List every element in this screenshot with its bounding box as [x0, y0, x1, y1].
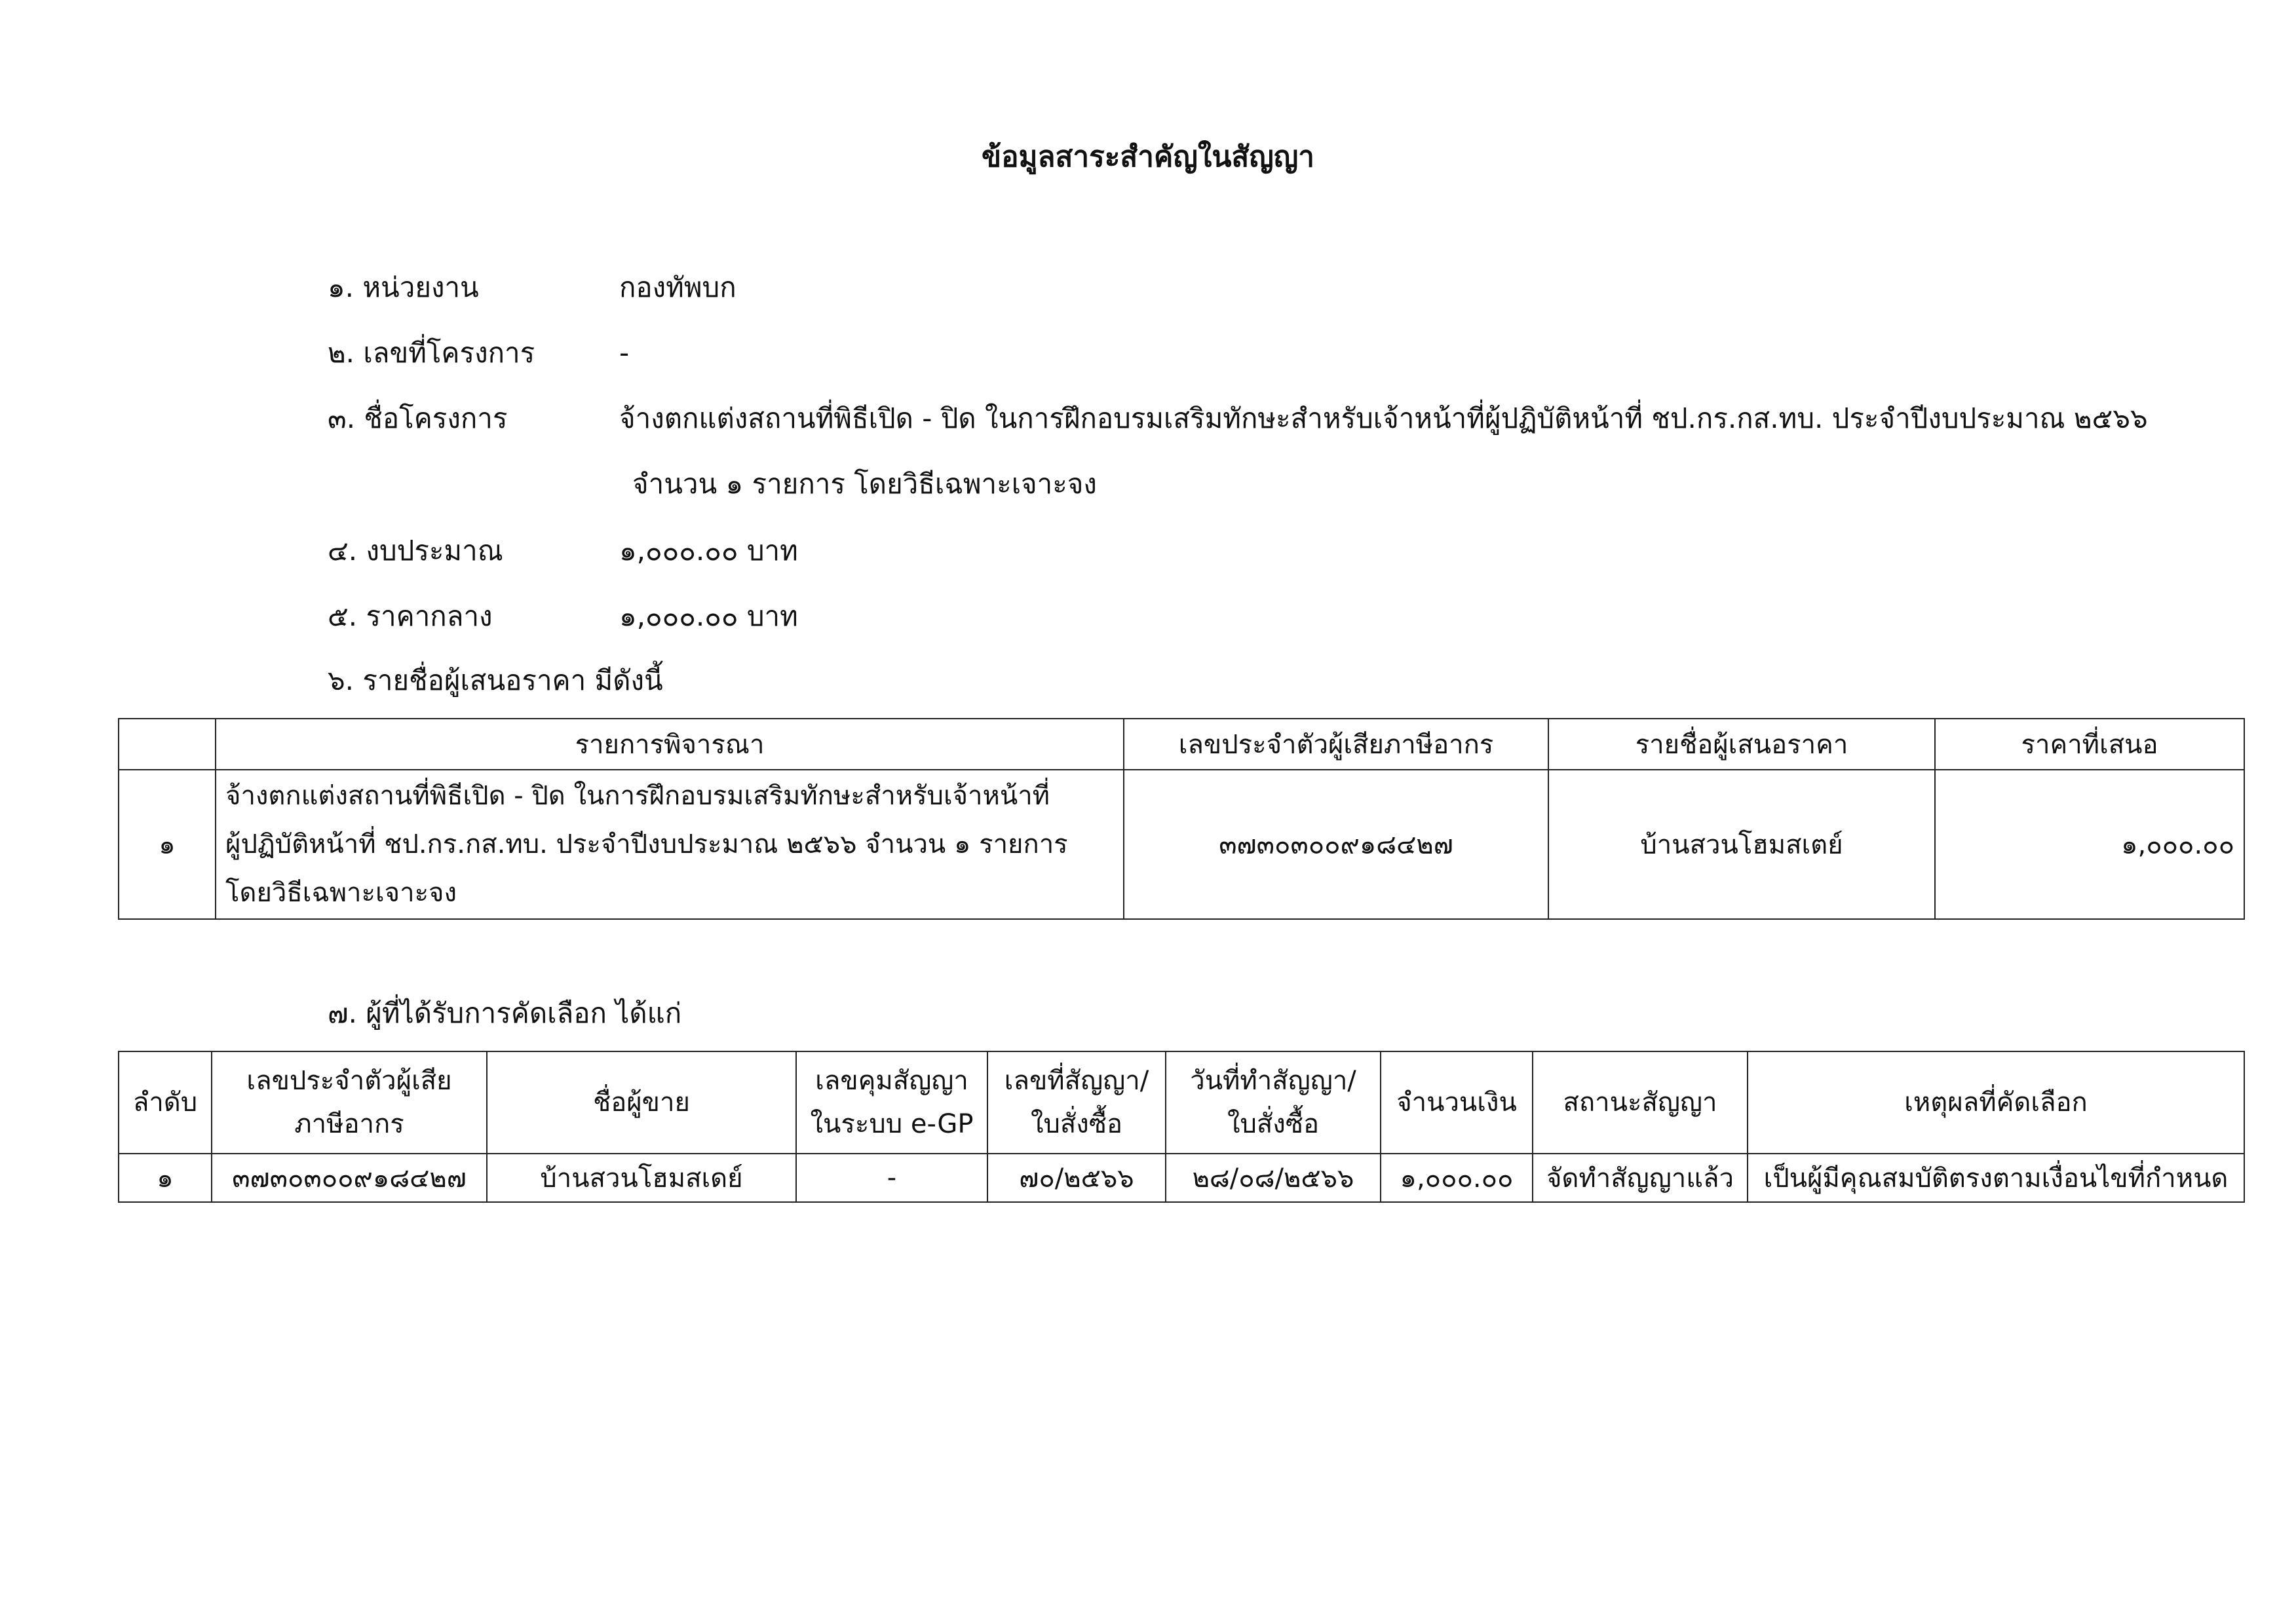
budget-label: ๔. งบประมาณ: [328, 535, 503, 567]
winner-reason: เป็นผู้มีคุณสมบัติตรงตามเงื่อนไขที่กำหนด: [1748, 1154, 2244, 1202]
offer-no: ๑: [119, 770, 216, 919]
page-title: ข้อมูลสาระสำคัญในสัญญา: [982, 140, 1314, 174]
project-no-label: ๒. เลขที่โครงการ: [328, 337, 535, 369]
info-row-budget: [328, 528, 798, 574]
project-name-label: ๓. ชื่อโครงการ: [328, 402, 508, 434]
offers-header-price: ราคาที่เสนอ: [1935, 719, 2244, 770]
winner-header-reason: เหตุผลที่คัดเลือก: [1748, 1051, 2244, 1154]
offers-table: [118, 718, 2245, 920]
info-row-project-name: [328, 396, 2148, 442]
winner-header-seller: ชื่อผู้ขาย: [487, 1051, 796, 1154]
winner-header-tax-id: [212, 1051, 487, 1154]
winner-header-contract-date-line2: ใบสั่งซื้อ: [1227, 1109, 1320, 1139]
winner-tax-id: ๓๗๓๐๓๐๐๙๑๘๔๒๗: [212, 1154, 487, 1202]
winner-header-control-no: [796, 1051, 987, 1154]
project-name-value-cont: จำนวน ๑ รายการ โดยวิธีเฉพาะเจาะจง: [632, 468, 1097, 500]
winner-header-tax-id-line2: ภาษีอากร: [294, 1109, 404, 1139]
winner-header-row: [119, 1051, 2244, 1154]
offer-item-line: ผู้ปฏิบัติหน้าที่ ชป.กร.กส.ทบ. ประจำปีงบประมาณ ๒๕๖๖ จำนวน ๑ รายการ: [225, 829, 1068, 859]
offer-item: [216, 770, 1124, 919]
winner-header-no: ลำดับ: [119, 1051, 212, 1154]
table-row: [119, 1154, 2244, 1202]
winner-table: [118, 1051, 2245, 1203]
selected-heading: ๗. ผู้ที่ได้รับการคัดเลือก ได้แก่: [328, 997, 682, 1029]
offers-header-row: [119, 719, 2244, 770]
winner-contract-no: ๗๐/๒๕๖๖: [987, 1154, 1166, 1202]
winner-seller: บ้านสวนโฮมสเดย์: [487, 1154, 796, 1202]
median-price-value: ๑,๐๐๐.๐๐ บาท: [619, 600, 798, 632]
winner-contract-date: ๒๘/๐๘/๒๕๖๖: [1166, 1154, 1381, 1202]
agency-label: ๑. หน่วยงาน: [328, 271, 479, 303]
winner-status: จัดทำสัญญาแล้ว: [1533, 1154, 1748, 1202]
offer-item-line: โดยวิธีเฉพาะเจาะจง: [225, 878, 457, 908]
budget-value: ๑,๐๐๐.๐๐ บาท: [619, 535, 798, 567]
offers-header-tax-id: เลขประจำตัวผู้เสียภาษีอากร: [1124, 719, 1548, 770]
agency-value: กองทัพบก: [619, 271, 737, 303]
winner-header-status: สถานะสัญญา: [1533, 1051, 1748, 1154]
winner-header-contract-no: [987, 1051, 1166, 1154]
winner-control-no: -: [796, 1154, 987, 1202]
winner-header-contract-no-line2: ใบสั่งซื้อ: [1030, 1109, 1123, 1139]
offer-bidder: บ้านสวนโฮมสเตย์: [1548, 770, 1935, 919]
median-price-label: ๕. ราคากลาง: [328, 600, 493, 632]
offer-price: ๑,๐๐๐.๐๐: [1935, 770, 2244, 919]
table-row: [119, 770, 2244, 919]
winner-header-contract-no-line1: เลขที่สัญญา/: [1004, 1066, 1149, 1096]
offers-header-bidder: รายชื่อผู้เสนอราคา: [1548, 719, 1935, 770]
project-no-value: -: [619, 337, 630, 369]
project-name-value: จ้างตกแต่งสถานที่พิธีเปิด - ปิด ในการฝึกอบรมเสริมทักษะสำหรับเจ้าหน้าที่ผู้ปฏิบัติหน้าที่ ชป.กร.กส.ทบ. ประจำปีงบประมาณ ๒๕๖๖: [619, 402, 2148, 434]
winner-amount: ๑,๐๐๐.๐๐: [1381, 1154, 1533, 1202]
winner-header-control-line1: เลขคุมสัญญา: [815, 1066, 968, 1096]
winner-header-tax-id-line1: เลขประจำตัวผู้เสีย: [246, 1066, 452, 1096]
winner-header-amount: จำนวนเงิน: [1381, 1051, 1533, 1154]
info-row-project-no: [328, 330, 629, 376]
info-row-median-price: [328, 594, 798, 639]
bidders-heading: ๖. รายชื่อผู้เสนอราคา มีดังนี้: [328, 664, 663, 696]
offers-header-no: [119, 719, 216, 770]
offers-header-item: รายการพิจารณา: [216, 719, 1124, 770]
info-row-agency: [328, 265, 737, 311]
winner-no: ๑: [119, 1154, 212, 1202]
winner-header-contract-date: [1166, 1051, 1381, 1154]
offer-item-line: จ้างตกแต่งสถานที่พิธีเปิด - ปิด ในการฝึกอบรมเสริมทักษะสำหรับเจ้าหน้าที่: [225, 781, 1050, 811]
offer-tax-id: ๓๗๓๐๓๐๐๙๑๘๔๒๗: [1124, 770, 1548, 919]
winner-header-control-line2: ในระบบ e-GP: [810, 1109, 974, 1139]
winner-header-contract-date-line1: วันที่ทำสัญญา/: [1190, 1066, 1356, 1096]
